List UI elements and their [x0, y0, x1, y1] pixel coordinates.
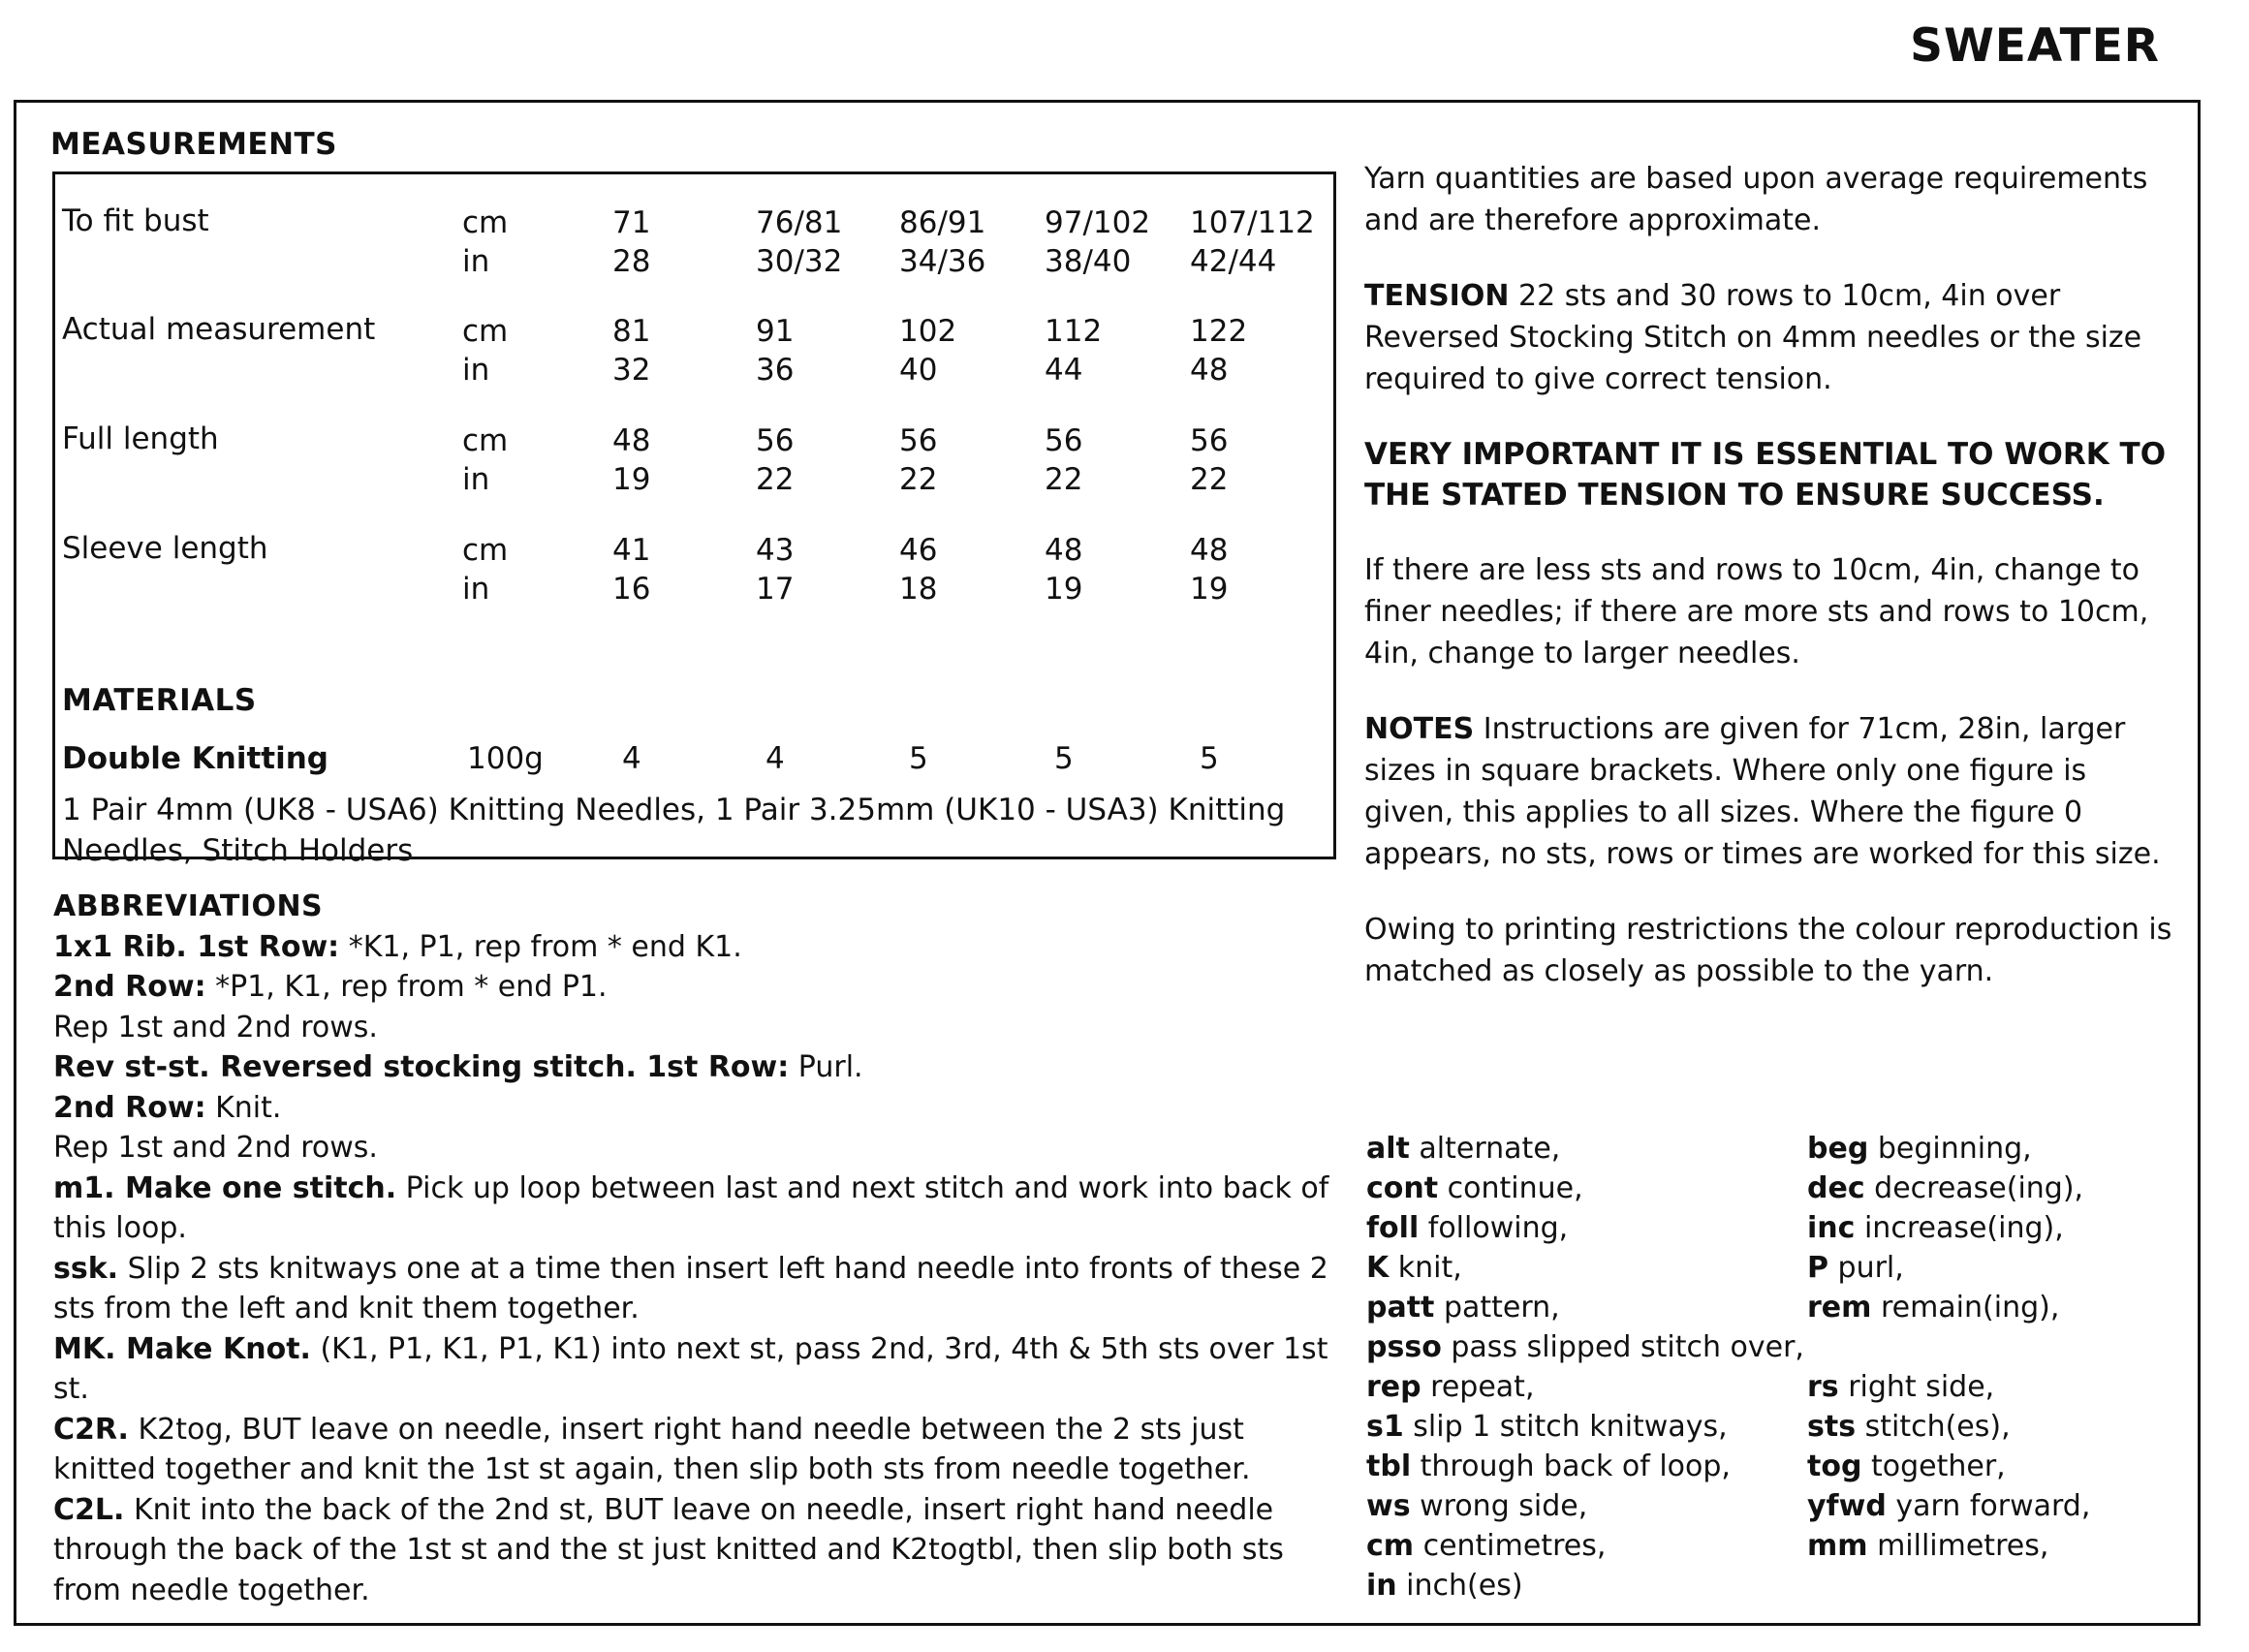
glossary-item: inc increase(ing), [1807, 1211, 2064, 1245]
needles-text: 1 Pair 4mm (UK8 - USA6) Knitting Needles, 1 Pair 3.25mm (UK10 - USA3) Knitting Needles, Stitch Holders [62, 793, 1286, 868]
value-cell: 48 [1190, 533, 1229, 568]
ssk-definition: ssk. Slip 2 sts knitways one at a time then insert left hand needle into fronts of these 2 sts from the left and knit them together. [53, 1251, 1328, 1325]
rev-st-repeat: Rep 1st and 2nd rows. [53, 1131, 378, 1165]
value-cell: 22 [899, 462, 938, 497]
yarn-weight: 100g [467, 741, 544, 776]
glossary-item [1807, 1327, 2090, 1367]
mk-definition: MK. Make Knot. (K1, P1, K1, P1, K1) into next st, pass 2nd, 3rd, 4th & 5th sts over 1st st. [53, 1331, 1328, 1406]
c2r-definition: C2R. K2tog, BUT leave on needle, insert right hand needle between the 2 sts just knitted together and knit the 1st st again, then slip both sts from needle together. [53, 1412, 1251, 1486]
glossary-item: foll following, [1366, 1211, 1569, 1245]
value-cell: 81 [612, 314, 651, 349]
tension-warning: VERY IMPORTANT IT IS ESSENTIAL TO WORK TO THE STATED TENSION TO ENSURE SUCCESS. [1364, 437, 2167, 513]
glossary-item: dec decrease(ing), [1807, 1171, 2084, 1205]
value-cell: 19 [1045, 572, 1083, 607]
measurements-box [52, 171, 1336, 868]
glossary-item: alt alternate, [1366, 1132, 1561, 1166]
value-cell: 19 [1190, 572, 1229, 607]
value-cell: 22 [756, 462, 795, 497]
glossary-item: K knit, [1366, 1251, 1462, 1285]
glossary-item: beg beginning, [1807, 1132, 2032, 1166]
colour-note: Owing to printing restrictions the colour reproduction is matched as closely as possible to the yarn. [1364, 913, 2172, 988]
glossary-item: rem remain(ing), [1807, 1291, 2060, 1325]
unit-in: in [462, 353, 490, 388]
glossary-item: ws wrong side, [1366, 1489, 1588, 1523]
value-cell: 122 [1190, 314, 1248, 349]
rev-st-row-1: Rev st-st. Reversed stocking stitch. 1st Row: Purl. [53, 1050, 863, 1084]
tension-note: TENSION 22 sts and 30 rows to 10cm, 4in over Reversed Stocking Stitch on 4mm needles or the size required to give correct tension. [1364, 279, 2142, 396]
unit-cm: cm [462, 314, 509, 349]
yarn-label: Double Knitting [62, 741, 328, 776]
value-cell: 86/91 [899, 205, 986, 240]
value-cell: 42/44 [1190, 244, 1277, 279]
abbreviations-section [53, 887, 1342, 1610]
value-cell: 76/81 [756, 205, 843, 240]
value-cell: 107/112 [1190, 205, 1315, 240]
value-cell: 71 [612, 205, 651, 240]
rib-repeat: Rep 1st and 2nd rows. [53, 1010, 378, 1044]
unit-in: in [462, 572, 490, 607]
value-cell: 34/36 [899, 244, 986, 279]
value-cell: 48 [1190, 353, 1229, 388]
value-cell: 38/40 [1045, 244, 1132, 279]
glossary-right-column [1807, 1129, 2090, 1566]
value-cell: 16 [612, 572, 651, 607]
value-cell: 102 [899, 314, 957, 349]
value-cell: 22 [1045, 462, 1083, 497]
value-cell: 30/32 [756, 244, 843, 279]
rib-row-2: 2nd Row: *P1, K1, rep from * end P1. [53, 970, 608, 1004]
value-cell: 112 [1045, 314, 1103, 349]
glossary-item: sts stitch(es), [1807, 1410, 2011, 1444]
measurements-heading: MEASUREMENTS [50, 127, 338, 162]
measurement-label: Sleeve length [62, 531, 268, 566]
glossary-left-column [1366, 1129, 1804, 1605]
value-cell: 56 [756, 423, 795, 458]
yarn-qty: 4 [765, 741, 785, 776]
glossary-item: mm millimetres, [1807, 1529, 2049, 1563]
page-title: SWEATER [1910, 19, 2160, 73]
yarn-quantity-note: Yarn quantities are based upon average requirements and are therefore approximate. [1364, 162, 2148, 237]
glossary-item: P purl, [1807, 1251, 1904, 1285]
materials-heading: MATERIALS [62, 683, 257, 718]
glossary-item: in inch(es) [1366, 1569, 1523, 1603]
value-cell: 48 [1045, 533, 1083, 568]
glossary-item: cont continue, [1366, 1171, 1583, 1205]
c2l-definition: C2L. Knit into the back of the 2nd st, BUT leave on needle, insert right hand needle through the back of the 1st st and the st just knitted and K2togtbl, then slip both sts from needle together. [53, 1492, 1284, 1607]
measurement-label: Actual measurement [62, 312, 376, 347]
glossary-item: rep repeat, [1366, 1370, 1535, 1404]
glossary-item: tbl through back of loop, [1366, 1449, 1731, 1483]
value-cell: 22 [1190, 462, 1229, 497]
value-cell: 43 [756, 533, 795, 568]
yarn-qty: 5 [909, 741, 928, 776]
glossary-item: rs right side, [1807, 1370, 1995, 1404]
value-cell: 56 [1190, 423, 1229, 458]
right-column [1364, 158, 2183, 1026]
unit-cm: cm [462, 533, 509, 568]
measurement-label: To fit bust [62, 203, 209, 238]
value-cell: 17 [756, 572, 795, 607]
value-cell: 19 [612, 462, 651, 497]
glossary-item: psso pass slipped stitch over, [1366, 1330, 1804, 1364]
m1-definition: m1. Make one stitch. Pick up loop between last and next stitch and work into back of this loop. [53, 1170, 1329, 1245]
glossary-item: patt pattern, [1366, 1291, 1560, 1325]
value-cell: 18 [899, 572, 938, 607]
yarn-qty: 5 [1054, 741, 1074, 776]
value-cell: 41 [612, 533, 651, 568]
unit-in: in [462, 462, 490, 497]
value-cell: 48 [612, 423, 651, 458]
glossary-item: cm centimetres, [1366, 1529, 1607, 1563]
yarn-qty: 4 [622, 741, 641, 776]
value-cell: 46 [899, 533, 938, 568]
value-cell: 32 [612, 353, 651, 388]
value-cell: 56 [899, 423, 938, 458]
glossary-item: s1 slip 1 stitch knitways, [1366, 1410, 1728, 1444]
value-cell: 40 [899, 353, 938, 388]
notes-paragraph: NOTES Instructions are given for 71cm, 28in, larger sizes in square brackets. Where only one figure is given, this applies to all sizes. Where the figure 0 appears, no sts, rows or times are worked for this size. [1364, 712, 2161, 871]
value-cell: 91 [756, 314, 795, 349]
measurement-label: Full length [62, 421, 219, 456]
abbreviations-heading: ABBREVIATIONS [53, 889, 324, 923]
rev-st-row-2: 2nd Row: Knit. [53, 1090, 282, 1125]
value-cell: 97/102 [1045, 205, 1151, 240]
glossary-item: tog together, [1807, 1449, 2006, 1483]
glossary-item: yfwd yarn forward, [1807, 1489, 2091, 1523]
value-cell: 36 [756, 353, 795, 388]
yarn-qty: 5 [1200, 741, 1219, 776]
needle-advice: If there are less sts and rows to 10cm, 4in, change to finer needles; if there are more sts and rows to 10cm, 4in, change to larger needles. [1364, 553, 2149, 670]
unit-in: in [462, 244, 490, 279]
value-cell: 44 [1045, 353, 1083, 388]
rib-row-1: 1x1 Rib. 1st Row: *K1, P1, rep from * end K1. [53, 929, 742, 964]
unit-cm: cm [462, 423, 509, 458]
value-cell: 28 [612, 244, 651, 279]
value-cell: 56 [1045, 423, 1083, 458]
unit-cm: cm [462, 205, 509, 240]
